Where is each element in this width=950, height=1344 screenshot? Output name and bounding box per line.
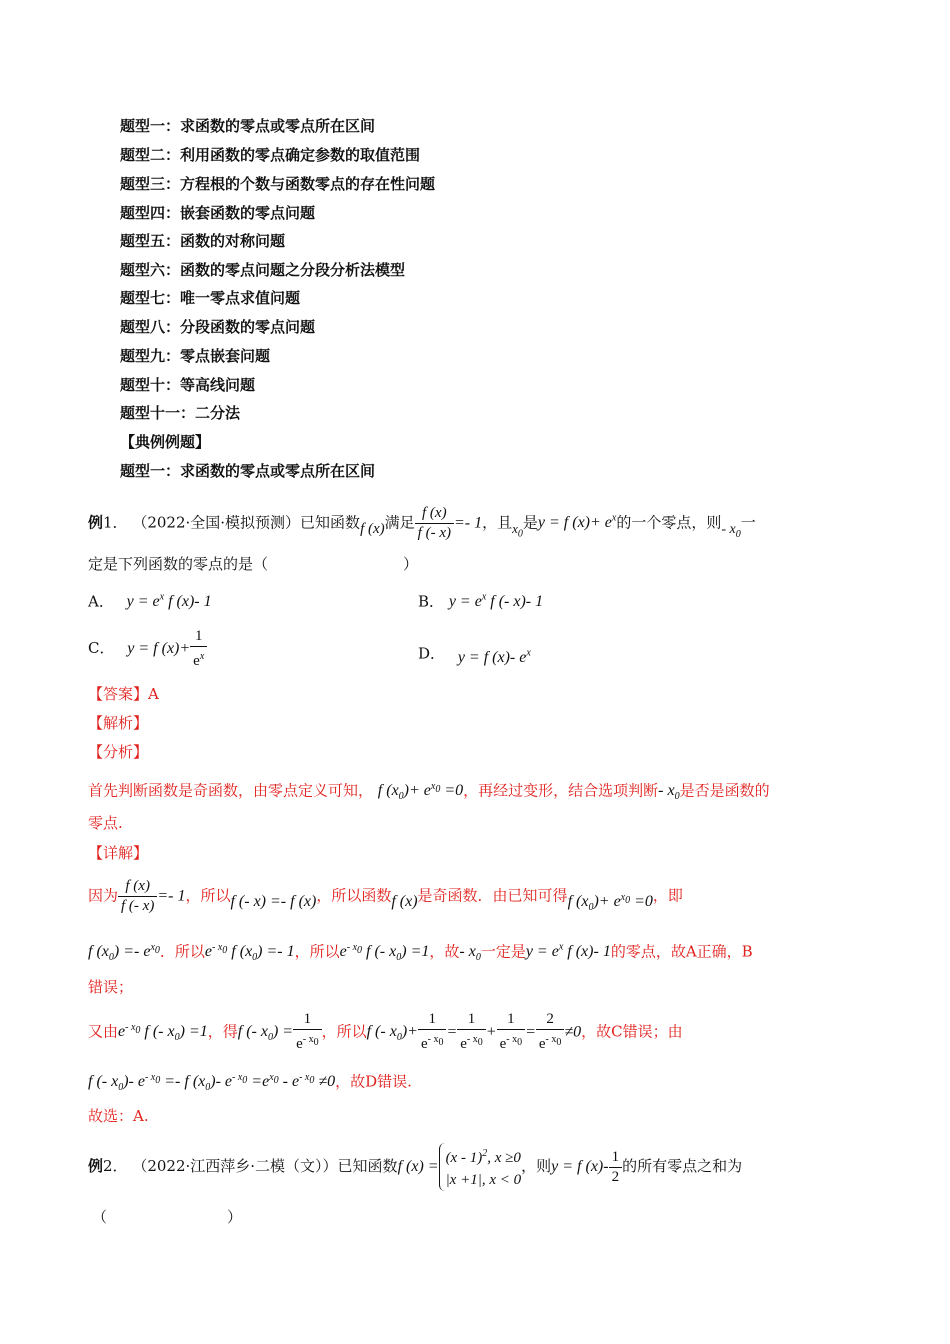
toc-item: 题型十：等高线问题: [120, 376, 256, 394]
detail-line-1: 因为 $\frac{f (x)}{f (- x)}$ =- 1，所以f (- x) =- f (x)，所以函数f (x)是奇函数．由已知可得f $(x_0)+ e^{x_0} =0$，即: [88, 877, 683, 914]
option-d: D． y = f (x)- $e^x$: [418, 644, 531, 667]
answer: 【答案】A: [88, 685, 159, 703]
fenxi-label: 【分析】: [88, 743, 149, 761]
example-2-line2: （ ）: [92, 1208, 243, 1226]
example-label: 例: [88, 1157, 104, 1175]
example-source: （2022·江西萍乡·二模（文））已知函数: [132, 1157, 398, 1175]
example-1-line1: 例1． （2022·全国·模拟预测）已知函数f (x)满足 $\frac{f (x)}{f (- x)}$ =- 1，且$x_0$是y = f $(x)+ e^x$的一个零点，则- $x_0$一: [88, 504, 756, 541]
toc-item: 题型三：方程根的个数与函数零点的存在性问题: [120, 175, 436, 193]
analysis-label: 【解析】: [88, 714, 149, 732]
example-1-line2: 定是下列函数的零点的是（ ）: [88, 555, 419, 573]
toc-item: 题型一：求函数的零点或零点所在区间: [120, 117, 376, 135]
fenxi-text-2: 零点.: [88, 814, 123, 832]
detail-line-3: 错误；: [88, 978, 134, 996]
section-subtitle: 题型一：求函数的零点或零点所在区间: [120, 462, 376, 480]
toc-item: 题型九：零点嵌套问题: [120, 347, 271, 365]
fraction: $\frac{f (x)}{f (- x)}$: [415, 504, 454, 543]
toc-item: 题型七：唯一零点求值问题: [120, 289, 301, 307]
toc-item: 题型四：嵌套函数的零点问题: [120, 204, 316, 222]
detail-line-5: f (- $x_0)-$ $e^{- x_0} =- f$ $(x_0)-$ $e^{- x_0} =e^{x_0} - e^{- x_0} \ne 0$，故D错误.: [88, 1072, 412, 1094]
option-a: A． $y = e^x$ f (x)- 1: [88, 592, 212, 611]
final-choice: 故选：A.: [88, 1107, 149, 1125]
piecewise: (x - 1)$^2$, x ≥0 |x +1|, x < 0: [439, 1143, 522, 1191]
toc-item: 题型二：利用函数的零点确定参数的取值范围: [120, 146, 421, 164]
example-source: （2022·全国·模拟预测）已知函数: [132, 513, 361, 532]
fenxi-text: 首先判断函数是奇函数，由零点定义可知， f $(x_0)+ e^{x_0} =0$，再经过变形，结合选项判断- $x_0$是否是函数的: [88, 781, 770, 803]
section-header: 【典例例题】: [120, 433, 211, 451]
detail-line-2: f $(x_0) =- e^{x_0}$．所以$e^{- x_0}$ f $(x_0) =- 1$，所以$e^{- x_0}$ f (- $x_0) =1$，故- $x_0$一定是$y = e^x$ f (x)- 1的零点，故A正确，B: [88, 942, 753, 964]
toc-item: 题型六：函数的零点问题之分段分析法模型: [120, 261, 406, 279]
option-b: B． $y = e^x$ f (- x)- 1: [418, 592, 544, 611]
example-2-line1: 例2． （2022·江西萍乡·二模（文））已知函数f (x) = (x - 1)$^2$, x ≥0 |x +1|, x < 0 ，则y = f (x)- $\frac{1}{2}$ 的所有零点之和为: [88, 1140, 742, 1192]
detail-label: 【详解】: [88, 844, 149, 862]
toc-item: 题型五：函数的对称问题: [120, 232, 286, 250]
detail-line-4: 又由$e^{- x_0}$ f (- $x_0) =1$，得f (- $x_0$) = $\frac{1}{e^{- x_0}}$ ，所以f (- $x_0)+$ $\frac{1}{e^{- x_0}}$ = $\frac{1}{e^{- x_0}}$ + $\frac{1}{e^{- x_0}}$ = $\frac{2}{e^{- x_0}}$ ≠0，故C错误；由: [88, 1011, 683, 1053]
toc-item: 题型八：分段函数的零点问题: [120, 318, 316, 336]
example-label: 例: [88, 513, 104, 532]
option-c: C． y = f (x)+ $\frac{1}{e^x}$: [88, 626, 207, 670]
toc-item: 题型十一：二分法: [120, 404, 241, 422]
